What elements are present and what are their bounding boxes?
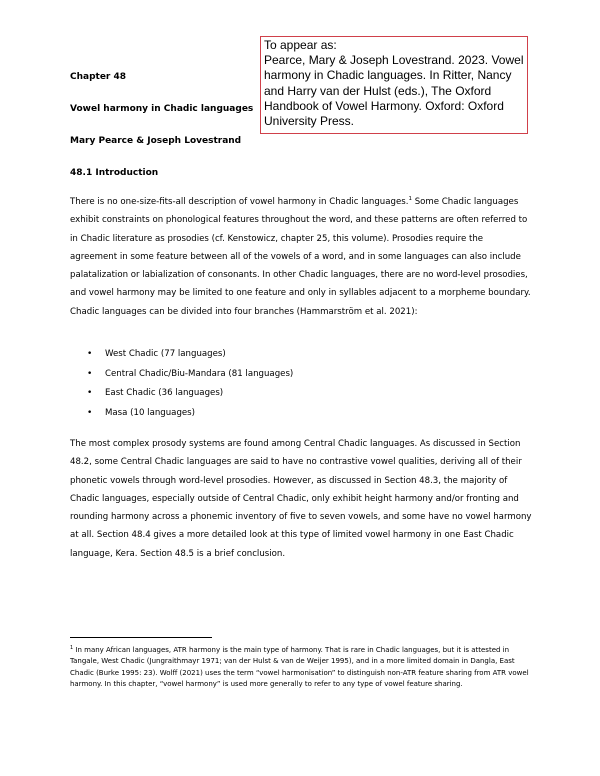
chapter-authors: Mary Pearce & Joseph Lovestrand <box>70 136 242 146</box>
list-item-label: Central Chadic/Biu-Mandara (81 languages) <box>105 368 294 379</box>
list-item <box>87 384 293 404</box>
bullet-icon: • <box>87 368 93 379</box>
list-item <box>87 365 293 385</box>
overview-paragraph: The most complex prosody systems are found among Central Chadic languages. As discussed in Section 48.2, some Central Chadic languages are said to have no contrastive vowel qualities, deriving all of their phonetic vowels through word-level prosodies. However, as discussed in Section 48.3, the majority of Chadic languages, especially outside of Central Chadic, only exhibit height harmony and/or fronting and rounding harmony across a phonemic inventory of five to seven vowels, and some have no vowel harmony at all. Section 48.4 gives a more detailed look at this type of limited vowel harmony in one East Chadic language, Kera. Section 48.5 is a brief conclusion. <box>70 439 532 559</box>
list-item <box>87 404 293 424</box>
notice-label: To appear as: <box>264 38 337 52</box>
intro-paragraph <box>70 193 532 321</box>
bullet-icon: • <box>87 349 93 359</box>
footnote-marker[interactable]: 1 <box>408 196 412 202</box>
footnote-number: 1 <box>70 645 74 651</box>
bullet-icon: • <box>87 407 93 418</box>
notice-citation: Pearce, Mary & Joseph Lovestrand. 2023. Vowel harmony in Chadic languages. In Ritter, Nancy and Harry van der Hulst (eds.), The Oxford Handbook of Vowel Harmony. Oxford: Oxford University Press. <box>264 53 524 129</box>
publication-notice-box <box>260 36 528 134</box>
list-item-label: Masa (10 languages) <box>105 407 196 418</box>
chapter-title: Vowel harmony in Chadic languages <box>70 104 254 114</box>
list-item-label: East Chadic (36 languages) <box>105 388 224 398</box>
branch-list <box>87 345 293 423</box>
footnote-divider <box>70 637 212 638</box>
intro-lead-text: There is no one-size-fits-all description of vowel harmony in Chadic languages. <box>70 197 409 207</box>
footnote-text: In many African languages, ATR harmony is the main type of harmony. That is rare in Chadic languages, but it is attested in Tangale, West Chadic (Jungraithmayr 1971; van der Hulst & van de Weijer 1995), and in a more limited domain in Dangla, East Chadic (Burke 1995: 23). Wolff (2021) uses the term “vowel harmonisation” to distinguish non-ATR feature sharing from ATR vowel harmony. In this chapter, “vowel harmony” is used more generally to refer to any type of vowel feature sharing. <box>70 646 529 688</box>
intro-rest-text: Some Chadic languages exhibit constraints on phonological features throughout the word, and these patterns are often referred to in Chadic literature as prosodies (cf. Kenstowicz, chapter 25, this volume). Prosodies require the agreement in some feature between all of the vowels of a word, and in some languages can also include palatalization or labialization of consonants. In other Chadic languages, there are no word-level prosodies, and vowel harmony may be limited to one feature and only in syllables adjacent to a morpheme boundary. Chadic languages can be divided into four branches (Hammarström et al. 2021): <box>70 197 531 317</box>
section-heading: 48.1 Introduction <box>70 168 159 178</box>
footnote <box>70 645 532 690</box>
bullet-icon: • <box>87 388 93 398</box>
list-item-label: West Chadic (77 languages) <box>105 349 226 359</box>
list-item <box>87 345 293 365</box>
chapter-number: Chapter 48 <box>70 72 127 82</box>
